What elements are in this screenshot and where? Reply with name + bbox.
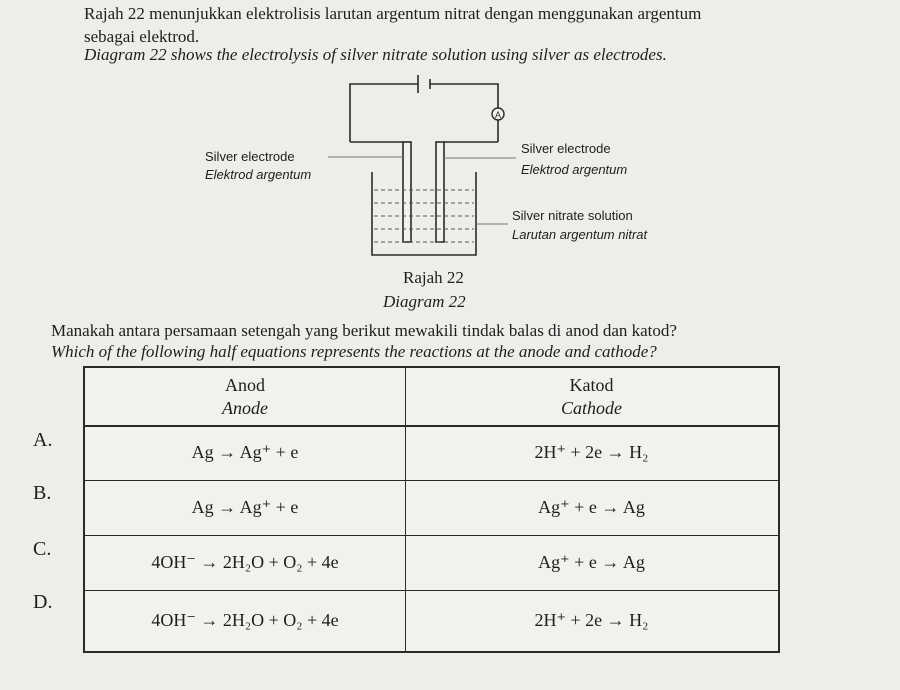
header-anode-ms: Anod — [225, 374, 265, 395]
right-electrode-label-ms: Elektrod argentum — [521, 162, 628, 177]
option-letter-d[interactable]: D. — [33, 591, 53, 613]
question-line-en: Diagram 22 shows the electrolysis of silver nitrate solution using silver as electrodes. — [84, 45, 667, 64]
prompt-ms: Manakah antara persamaan setengah yang berikut mewakili tindak balas di anod dan katod? — [51, 321, 677, 340]
header-anode — [85, 368, 405, 425]
circuit-wire-left — [350, 84, 418, 142]
ammeter-symbol: A — [494, 110, 502, 120]
option-letter-c[interactable]: C. — [33, 538, 52, 560]
diagram-caption-ms: Rajah 22 — [403, 268, 464, 287]
question-line-ms-1: Rajah 22 menunjukkan elektrolisis larutan argentum nitrat dengan menggunakan argentum — [84, 4, 702, 23]
solution-label-en: Silver nitrate solution — [512, 208, 633, 223]
left-electrode-label-en: Silver electrode — [205, 149, 295, 164]
right-electrode-label-en: Silver electrode — [521, 141, 611, 156]
prompt-en: Which of the following half equations represents the reactions at the anode and cathode? — [51, 342, 657, 361]
option-letter-b[interactable]: B. — [33, 482, 52, 504]
option-b-anode: Ag → Ag⁺ + e — [191, 497, 299, 517]
option-a-cathode: 2H⁺ + 2e → H₂ — [534, 442, 649, 462]
option-letter-a[interactable]: A. — [33, 429, 53, 451]
option-c-cathode: Ag⁺ + e → Ag — [538, 552, 645, 572]
option-d-cathode: 2H⁺ + 2e → H₂ — [534, 610, 649, 630]
header-anode-en: Anode — [222, 397, 268, 418]
header-cathode-ms: Katod — [569, 374, 614, 395]
solution-label-ms: Larutan argentum nitrat — [512, 227, 648, 242]
left-electrode — [403, 142, 411, 242]
option-d-anode: 4OH⁻ → 2H₂O + O₂ + 4e — [151, 610, 339, 630]
question-line-ms-2: sebagai elektrod. — [84, 27, 200, 46]
header-cathode-en: Cathode — [561, 397, 622, 418]
solution-surface — [374, 190, 474, 242]
electrolysis-diagram — [0, 0, 900, 280]
header-cathode — [405, 368, 778, 425]
answer-table — [83, 366, 780, 653]
beaker — [372, 172, 476, 255]
left-electrode-label-ms: Elektrod argentum — [205, 167, 312, 182]
diagram-caption-en: Diagram 22 — [383, 292, 466, 311]
right-electrode — [436, 142, 444, 242]
option-c-anode: 4OH⁻ → 2H₂O + O₂ + 4e — [151, 552, 339, 572]
option-a-anode: Ag → Ag⁺ + e — [191, 442, 299, 462]
circuit-wire-right — [430, 84, 498, 108]
option-b-cathode: Ag⁺ + e → Ag — [538, 497, 645, 517]
